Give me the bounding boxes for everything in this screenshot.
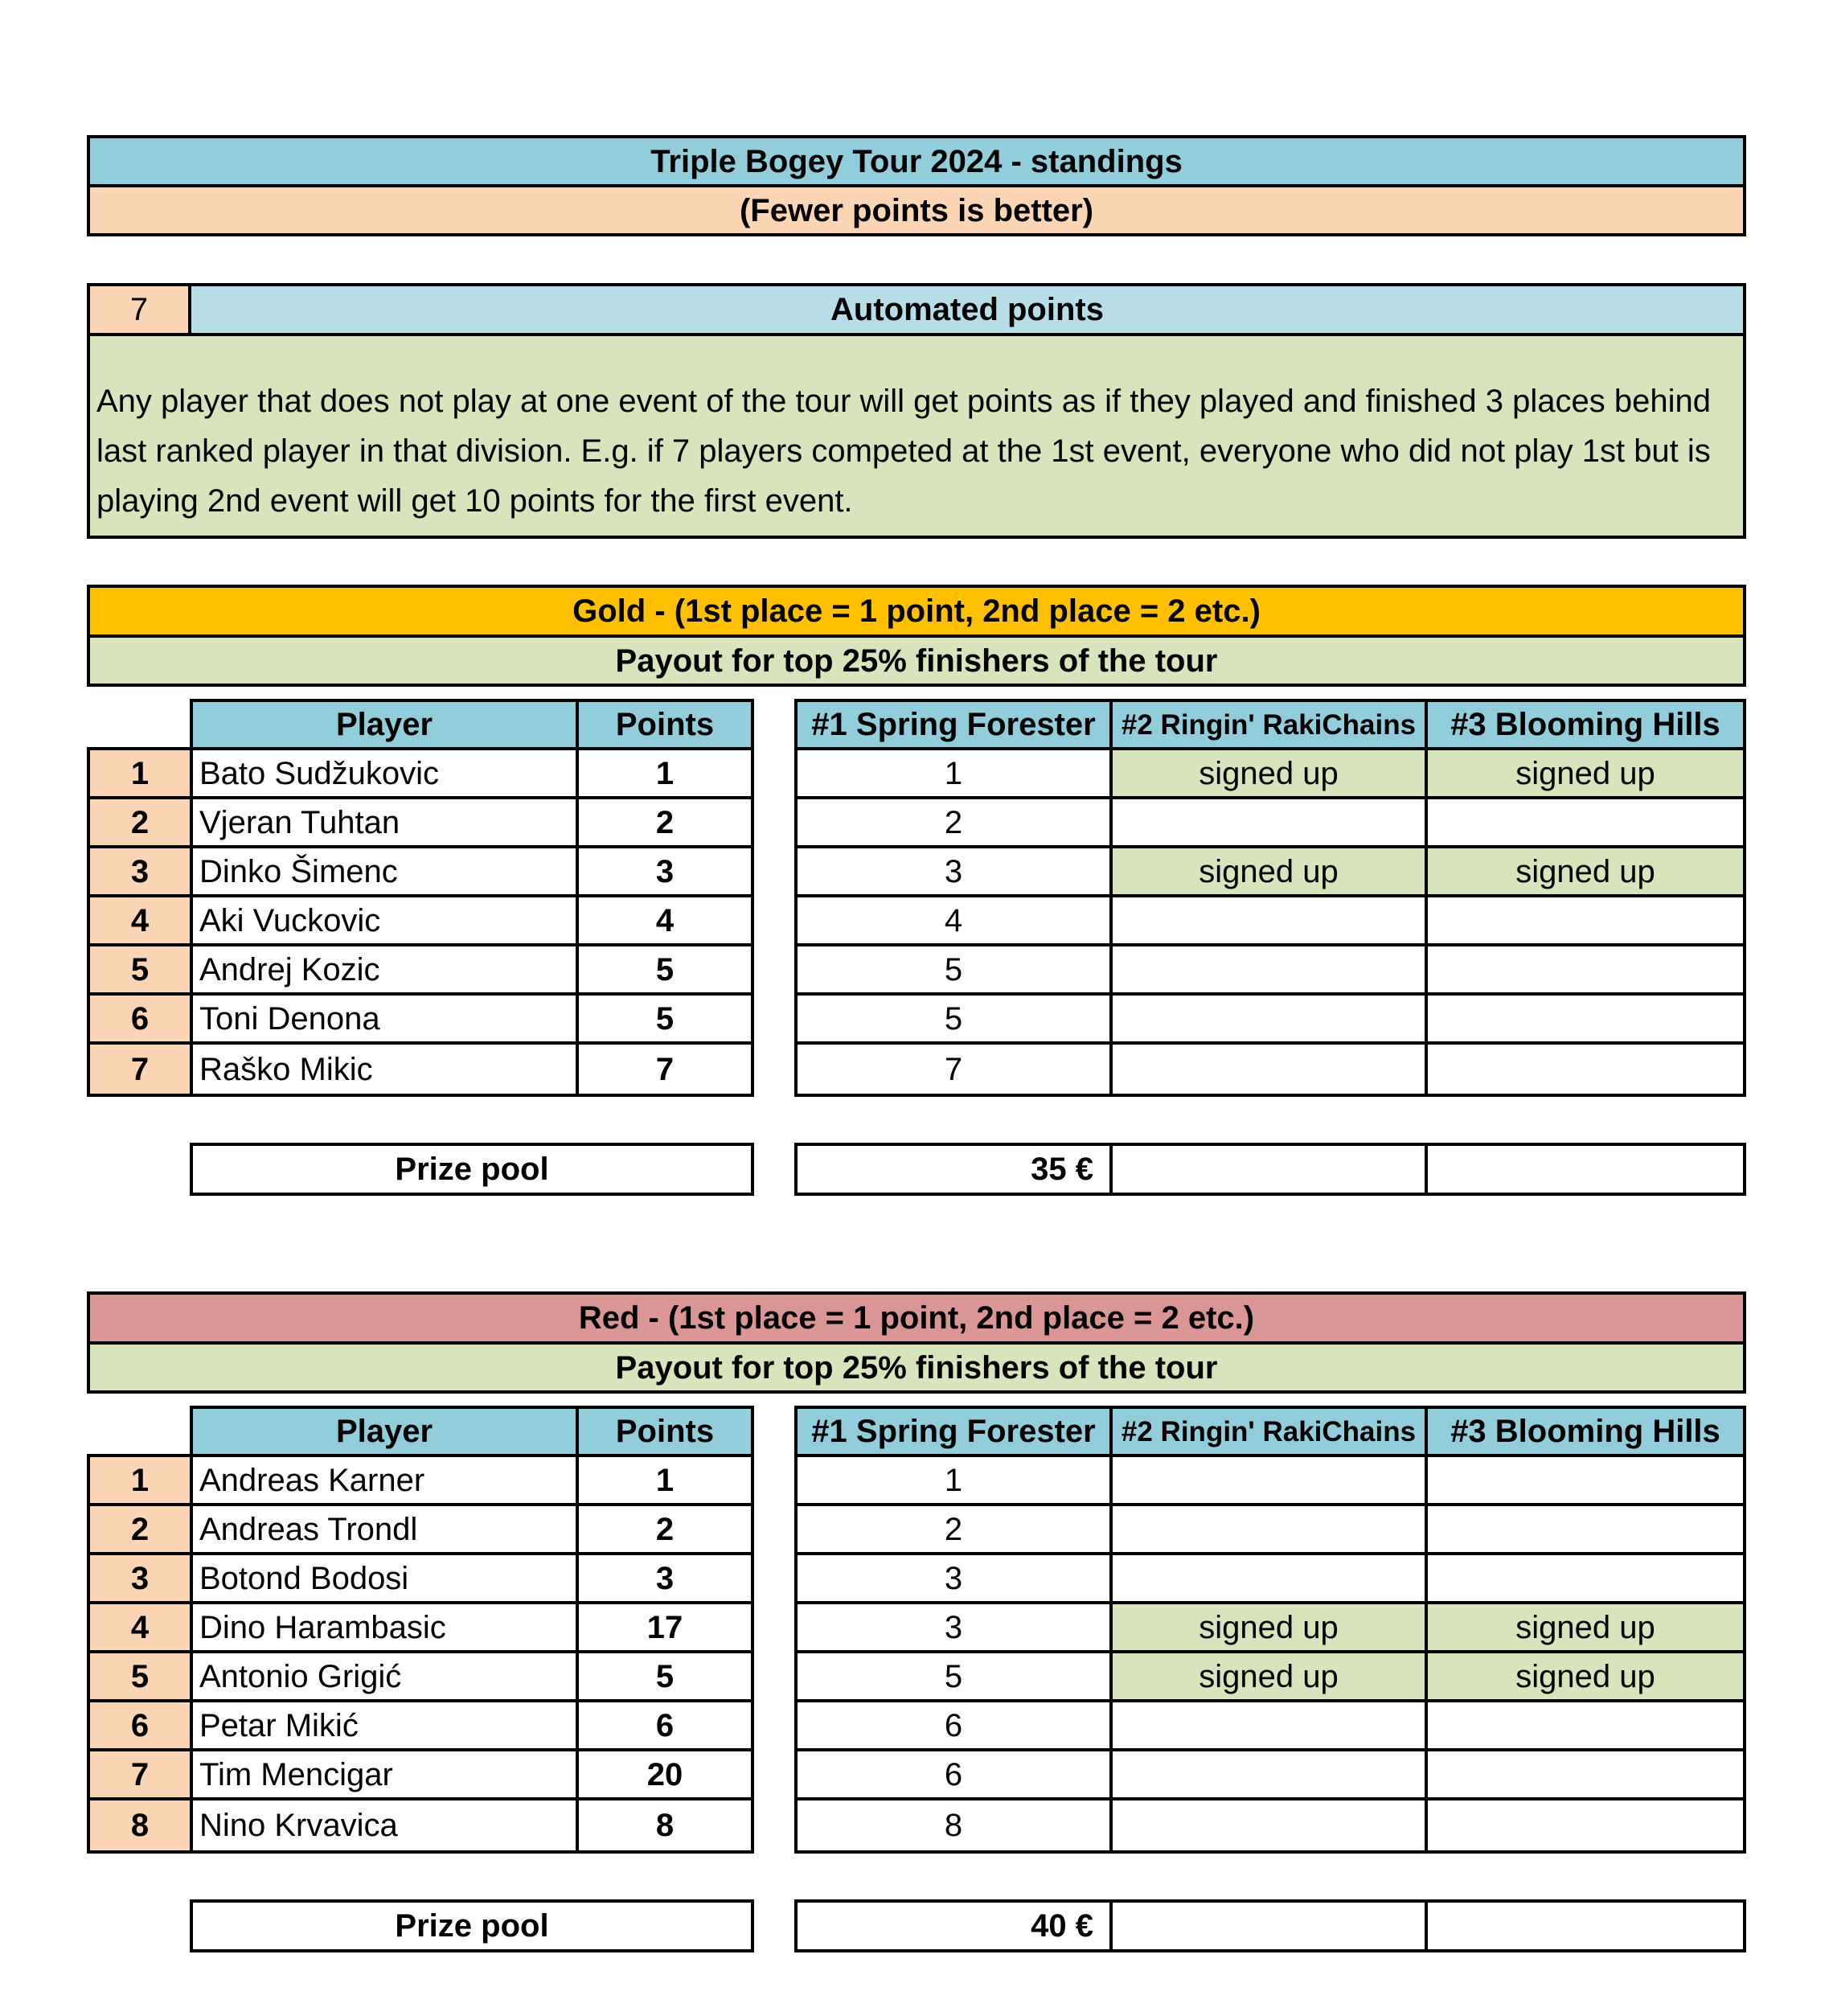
rank-cell: 3 [90,848,190,894]
event2-status: signed up [1113,1653,1425,1699]
player-name: Dinko Šimenc [199,853,398,889]
player-points: 3 [655,853,675,889]
player-name: Bato Sudžukovic [199,755,439,791]
player-points: 2 [655,1511,675,1547]
event3-header: #3 Blooming Hills [1428,702,1743,747]
event1-header: #1 Spring Forester [798,702,1109,747]
event1-result: 1 [944,1462,963,1498]
red-prize-pool-value: 40 € [1031,1908,1093,1944]
player-name: Tim Mencigar [199,1756,393,1792]
event3-status [1428,1555,1743,1601]
player-name: Petar Mikić [199,1707,359,1743]
player-header: Player [193,702,576,747]
event2-status: signed up [1113,1604,1425,1650]
player-points: 20 [646,1756,683,1792]
rank-cell: 3 [90,1555,190,1601]
divider [1109,1143,1113,1196]
event2-status [1113,1457,1425,1503]
player-points: 17 [646,1609,683,1645]
event3-status [1428,1702,1743,1748]
points-header: Points [579,1409,751,1454]
rank-cell: 2 [90,1506,190,1552]
player-name: Dino Harambasic [199,1609,446,1645]
event3-header: #3 Blooming Hills [1428,1409,1743,1454]
divider [1425,1899,1428,1952]
event1-result: 2 [944,1511,963,1547]
player-points: 5 [655,1658,675,1694]
event1-result: 2 [944,804,963,840]
rank-cell: 5 [90,1653,190,1699]
page-title: Triple Bogey Tour 2024 - standings [90,138,1743,184]
event1-result: 4 [944,902,963,938]
event1-result: 6 [944,1707,963,1743]
divider [1425,1143,1428,1196]
player-points: 7 [655,1051,675,1087]
player-points: 5 [655,1000,675,1037]
player-name: Vjeran Tuhtan [199,804,400,840]
player-header: Player [193,1409,576,1454]
event1-result: 3 [944,853,963,889]
event2-status [1113,1751,1425,1797]
event2-status [1113,1555,1425,1601]
player-name: Andreas Karner [199,1462,425,1498]
player-points: 6 [655,1707,675,1743]
player-name: Raško Mikic [199,1051,373,1087]
rank-cell: 8 [90,1800,190,1850]
rank-cell: 1 [90,1457,190,1503]
event2-header: #2 Ringin' RakiChains [1113,1409,1425,1454]
gold-prize-pool-value: 35 € [1031,1152,1093,1187]
player-points: 4 [655,902,675,938]
player-points: 5 [655,951,675,987]
gold-prize-pool-label: Prize pool [395,1152,549,1187]
event1-result: 5 [944,1000,963,1037]
player-points: 8 [655,1808,675,1843]
event2-status [1113,946,1425,992]
event1-result: 5 [944,951,963,987]
event3-status [1428,799,1743,845]
event2-status [1113,897,1425,943]
event1-result: 1 [944,755,963,791]
rank-cell: 4 [90,1604,190,1650]
event3-status [1428,1045,1743,1094]
player-points: 3 [655,1560,675,1596]
player-name: Andrej Kozic [199,951,380,987]
event2-status: signed up [1113,750,1425,796]
rank-cell: 6 [90,1702,190,1748]
event2-status [1113,799,1425,845]
event2-status: signed up [1113,848,1425,894]
event1-result: 3 [944,1609,963,1645]
event3-status: signed up [1428,848,1743,894]
gold-title: Gold - (1st place = 1 point, 2nd place = 2 etc.) [90,588,1743,634]
event2-status [1113,996,1425,1041]
event2-header: #2 Ringin' RakiChains [1113,702,1425,747]
event3-status [1428,1800,1743,1850]
event1-result: 6 [944,1756,963,1792]
event3-status: signed up [1428,1653,1743,1699]
automated-points-number: 7 [90,286,188,333]
player-points: 2 [655,804,675,840]
event2-status [1113,1506,1425,1552]
event3-status [1428,1751,1743,1797]
event2-status [1113,1800,1425,1850]
event1-result: 5 [944,1658,963,1694]
event1-result: 8 [944,1808,963,1843]
player-name: Botond Bodosi [199,1560,409,1596]
event2-status [1113,1702,1425,1748]
red-prize-pool-label: Prize pool [395,1908,549,1944]
player-name: Nino Krvavica [199,1808,398,1843]
rank-cell: 6 [90,996,190,1041]
rank-cell: 1 [90,750,190,796]
rank-cell: 7 [90,1045,190,1094]
rank-cell: 7 [90,1751,190,1797]
rank-cell: 5 [90,946,190,992]
divider [1109,1899,1113,1952]
player-name: Aki Vuckovic [199,902,381,938]
red-payout: Payout for top 25% finishers of the tour [90,1345,1743,1390]
gold-payout: Payout for top 25% finishers of the tour [90,638,1743,684]
red-title: Red - (1st place = 1 point, 2nd place = 2 etc.) [90,1295,1743,1341]
player-points: 1 [655,755,675,791]
page-subtitle: (Fewer points is better) [90,187,1743,233]
event3-status: signed up [1428,1604,1743,1650]
event3-status [1428,946,1743,992]
rank-cell: 2 [90,799,190,845]
player-points: 1 [655,1462,675,1498]
automated-points-heading: Automated points [191,286,1743,333]
event3-status: signed up [1428,750,1743,796]
event1-header: #1 Spring Forester [798,1409,1109,1454]
event3-status [1428,897,1743,943]
event1-result: 7 [944,1051,963,1087]
automated-points-text: Any player that does not play at one event of the tour will get points as if they played and finished 3 places behind last ranked player in that division. E.g. if 7 players competed at the 1st event, everyone who did not play 1st but is playing 2nd event will get 10 points for the first event. [90,336,1743,536]
rank-cell: 4 [90,897,190,943]
event3-status [1428,1506,1743,1552]
event1-result: 3 [944,1560,963,1596]
player-name: Antonio Grigić [199,1658,402,1694]
event3-status [1428,1457,1743,1503]
player-name: Toni Denona [199,1000,380,1037]
event2-status [1113,1045,1425,1094]
points-header: Points [579,702,751,747]
event3-status [1428,996,1743,1041]
player-name: Andreas Trondl [199,1511,418,1547]
